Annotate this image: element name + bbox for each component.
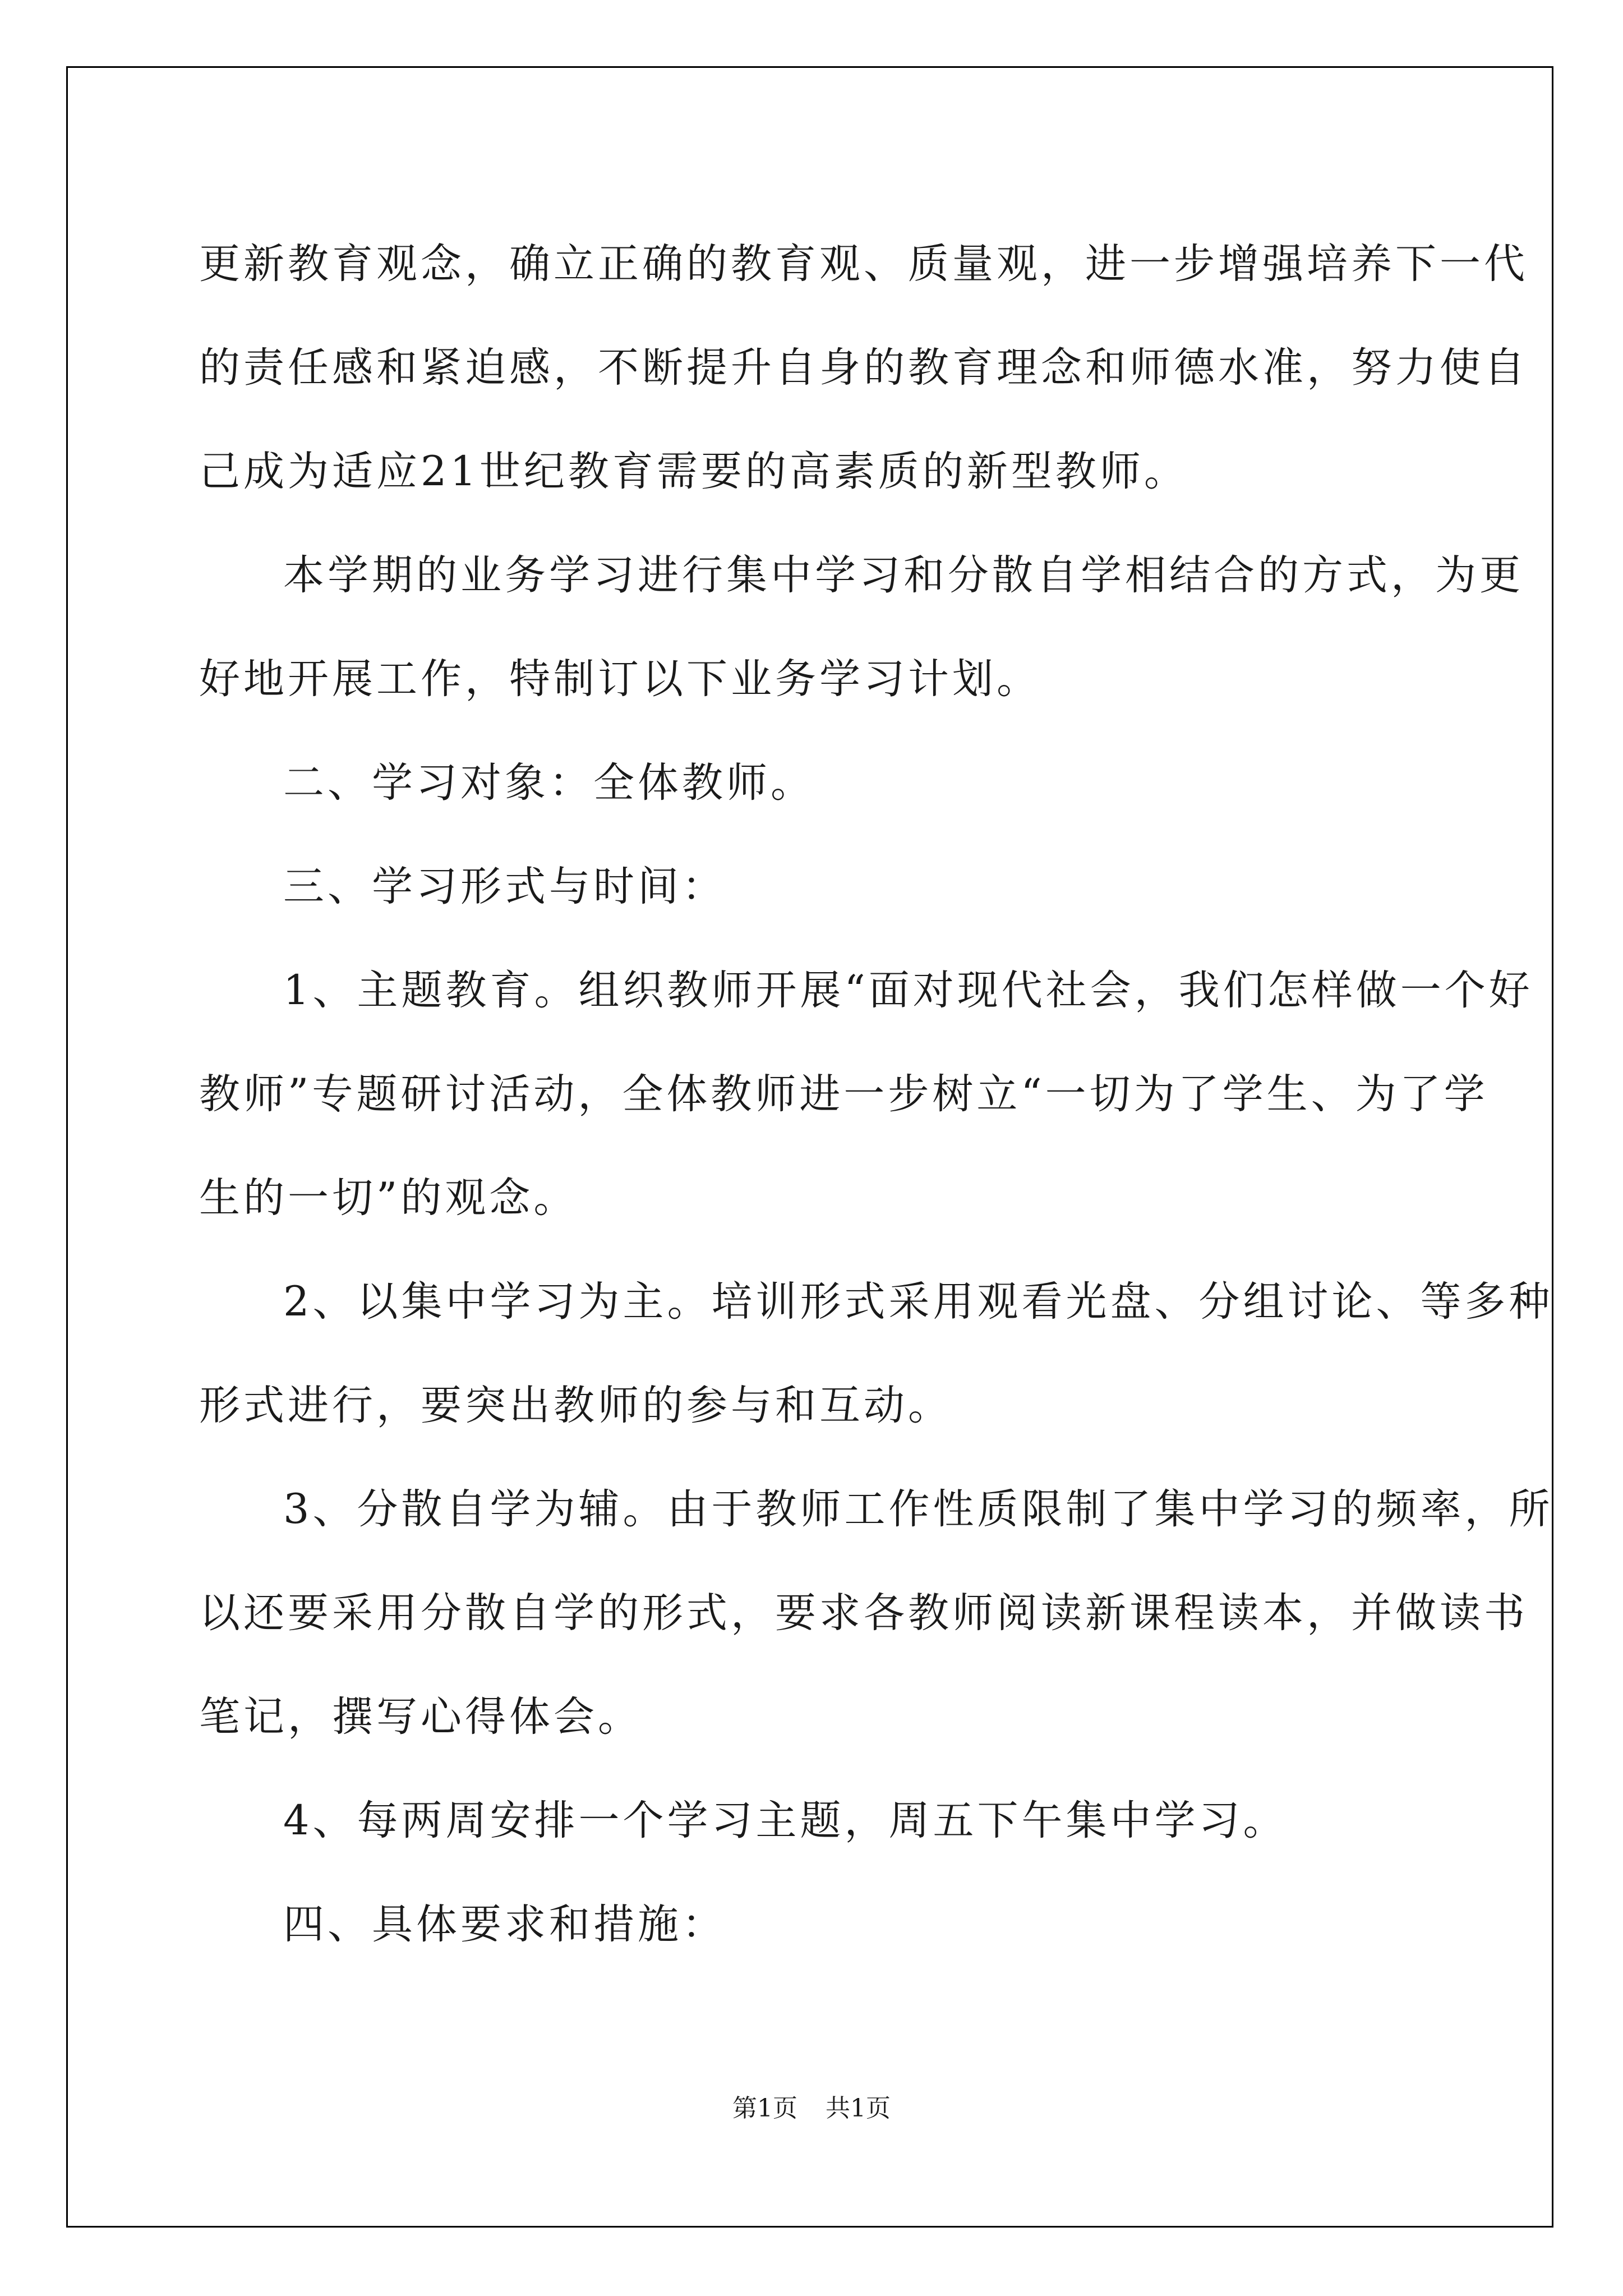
text-line: 己成为适应21世纪教育需要的高素质的新型教师。 — [199, 448, 1188, 495]
document-body — [199, 212, 1553, 1976]
paragraph-2 — [199, 523, 1524, 731]
text-line: 好地开展工作，特制订以下业务学习计划。 — [199, 655, 1041, 703]
text-line: 教师”专题研讨活动，全体教师进一步树立“一切为了学生、为了学 — [199, 1070, 1488, 1118]
text-line: 本学期的业务学习进行集中学习和分散自学相结合的方式，为更 — [283, 551, 1524, 599]
page-number: 第1页 — [732, 2094, 797, 2123]
text-line: 2、以集中学习为主。培训形式采用观看光盘、分组讨论、等多种 — [283, 1278, 1553, 1326]
text-line: 4、每两周安排一个学习主题，周五下午集中学习。 — [283, 1797, 1288, 1844]
page-total: 共1页 — [826, 2094, 891, 2123]
section-heading-4 — [199, 1872, 1430, 1976]
text-line: 以还要采用分散自学的形式，要求各教师阅读新课程读本，并做读书 — [199, 1589, 1528, 1637]
section-heading-3 — [199, 835, 1430, 938]
text-line: 3、分散自学为辅。由于教师工作性质限制了集中学习的频率，所 — [283, 1485, 1553, 1533]
text-line: 的责任感和紧迫感，不断提升自身的教育理念和师德水准，努力使自 — [199, 344, 1528, 392]
list-item-4 — [199, 1769, 1430, 1872]
text-line: 生的一切”的观念。 — [199, 1174, 578, 1222]
text-line: 形式进行，要突出教师的参与和互动。 — [199, 1382, 952, 1429]
list-item-1 — [199, 938, 1533, 1250]
text-line: 二、学习对象：全体教师。 — [283, 759, 815, 807]
list-item-3 — [199, 1457, 1553, 1769]
page-footer — [0, 2088, 1623, 2124]
text-line: 更新教育观念，确立正确的教育观、质量观，进一步增强培养下一代 — [199, 240, 1528, 288]
text-line: 1、主题教育。组织教师开展“面对现代社会，我们怎样做一个好 — [283, 967, 1533, 1014]
text-line: 四、具体要求和措施： — [283, 1901, 726, 1948]
section-heading-2 — [199, 731, 1430, 835]
text-line: 三、学习形式与时间： — [283, 863, 726, 910]
paragraph-1 — [199, 212, 1528, 523]
list-item-2 — [199, 1250, 1553, 1457]
text-line: 笔记，撰写心得体会。 — [199, 1693, 642, 1741]
